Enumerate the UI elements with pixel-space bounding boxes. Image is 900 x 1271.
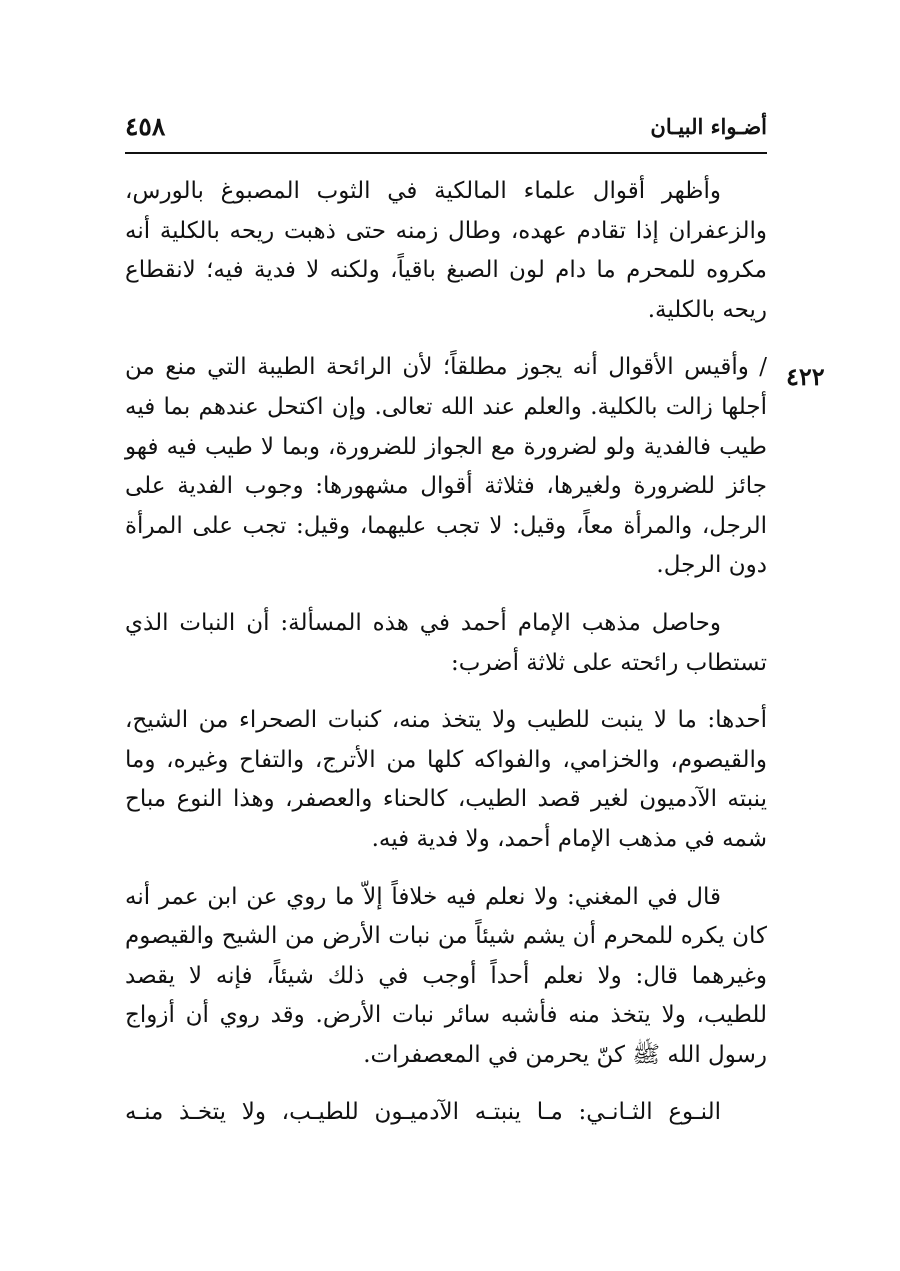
paragraph-hanbali-summary: وحاصل مذهب الإمام أحمد في هذه المسألة: أن النبات الذي تستطاب رائحته على ثلاثة أضرب: bbox=[125, 609, 767, 676]
paragraph-al-mughni-quote: قال في المغني: ولا نعلم فيه خلافاً إلاّ ما روي عن ابن عمر أنه كان يكره للمحرم أن يشم شيئاً من نبات الأرض من الشيح والقيصوم وغيرهما قال: ولا نعلم أحداً أوجب في ذلك شيئاً، فإنه لا يقصد للطيب، ولا يتخذ منه فأشبه سائر نبات الأرض. وقد روي أن أزواج رسول الله ﷺ كنّ يحرمن في المعصفرات. bbox=[125, 883, 767, 1068]
paragraph-most-analogous-opinion: / وأقيس الأقوال أنه يجوز مطلقاً؛ لأن الرائحة الطيبة التي منع من أجلها زالت بالكلية. والعلم عند الله تعالى. وإن اكتحل عندهم بما فيه طيب فالفدية ولو لضرورة مع الجواز للضرورة، وبما لا طيب فيه فهو جائز للضرورة ولغيرها، فثلاثة أقوال مشهورها: وجوب الفدية على الرجل، والمرأة معاً، وقيل: لا تجب عليهما، وقيل: تجب على المرأة دون الرجل. bbox=[125, 354, 767, 579]
paragraph-second-type: النـوع الثـانـي: مـا ينبتـه الآدميـون للطيـب، ولا يتخـذ منـه bbox=[125, 1099, 721, 1126]
paragraph-first-type: أحدها: ما لا ينبت للطيب ولا يتخذ منه، كنبات الصحراء من الشيح، والقيصوم، والخزامي، والفواكه كلها من الأترج، والتفاح وغيره، وما ينبته الآدميون لغير قصد الطيب، كالحناء والعصفر، وهذا النوع مباح شمه في مذهب الإمام أحمد، ولا فدية فيه. bbox=[125, 707, 767, 852]
book-title: أضـواء البيـان bbox=[650, 114, 767, 139]
page-number: ٤٥٨ bbox=[125, 112, 166, 141]
margin-page-reference: ٤٢٢ bbox=[786, 362, 825, 391]
paragraph-maliki-dyed-garment: وأظهر أقوال علماء المالكية في الثوب المصبوغ بالورس، والزعفران إذا تقادم عهده، وطال زمنه حتى ذهبت ريحه بالكلية أنه مكروه للمحرم ما دام لون الصبغ باقياً، ولكنه لا فدية فيه؛ لانقطاع ريحه بالكلية. bbox=[125, 178, 767, 323]
page-header bbox=[125, 112, 767, 154]
body-text bbox=[125, 172, 767, 1151]
